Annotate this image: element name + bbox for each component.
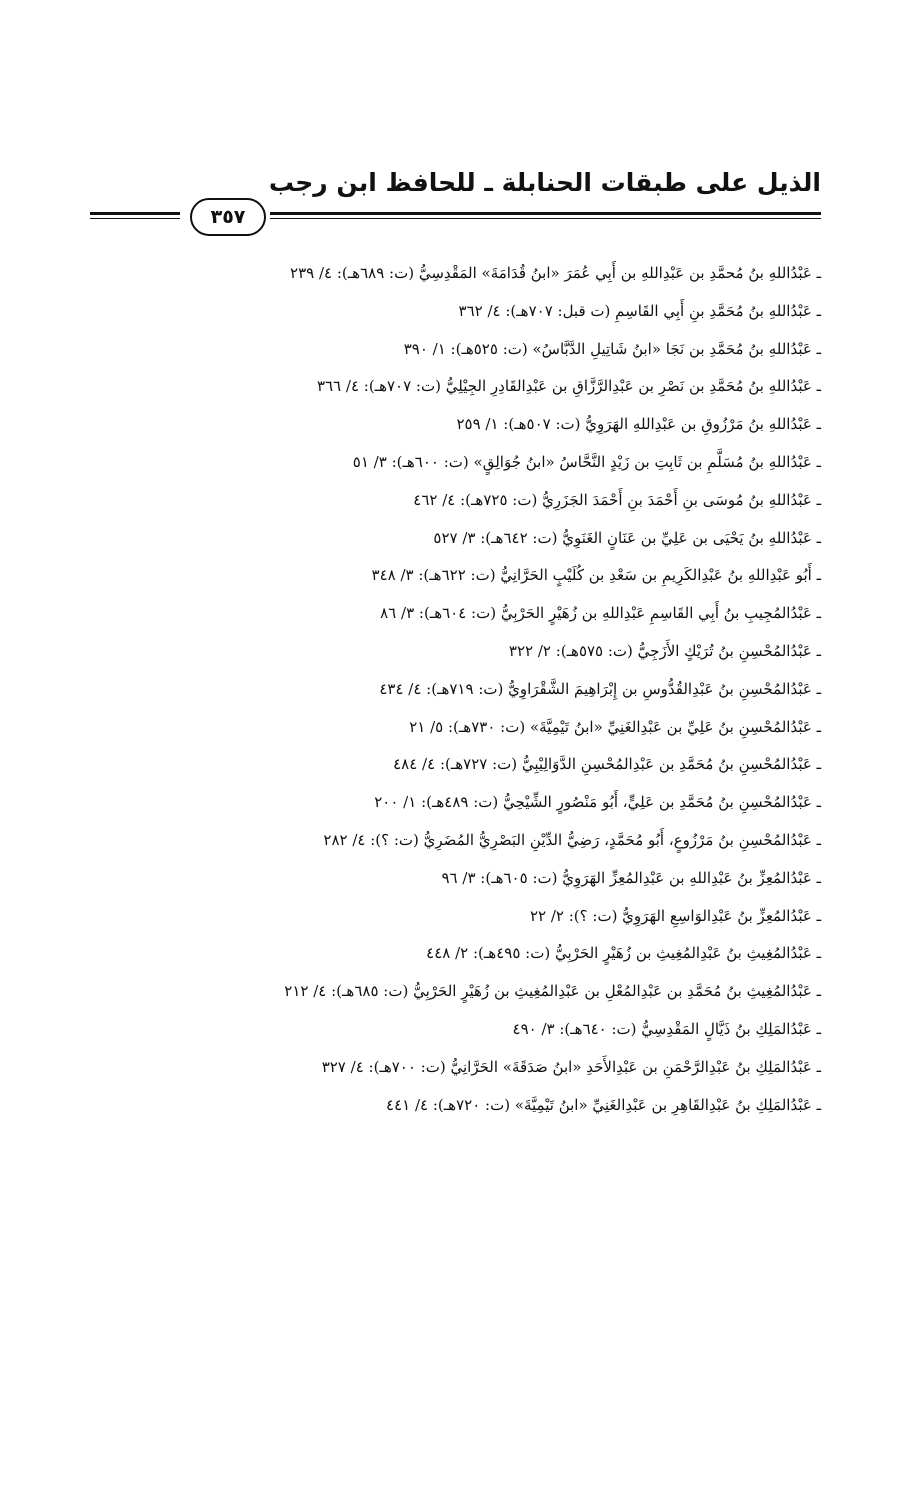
index-entry: ـ عَبْدُالمُغِيثِ بنُ عَبْدِالمُغِيثِ بن زُهَيْرٍ الحَرْبِيُّ (ت: ٤٩٥هـ): ٢/ ٤٤٨ (150, 935, 821, 973)
index-entry: ـ عَبْدُاللهِ بنُ مُحَمَّدِ بن نَجَا «ابنُ شَاتِيلِ الدَّبَّاسُ» (ت: ٥٢٥هـ): ١/ ٣٩٠ (150, 331, 821, 369)
page-header (90, 160, 821, 230)
index-entry: ـ عَبْدُاللهِ بنُ مُسَلَّمِ بن ثَابِتِ بن زَيْدٍ النَّحَّاسُ «ابنُ جُوَالِقٍ» (ت: ٦٠٠هـ): ٣/ ٥١ (150, 444, 821, 482)
index-entry: ـ أَبُو عَبْدِاللهِ بنُ عَبْدِالكَرِيمِ بن سَعْدِ بن كُلَيْبٍ الحَرَّانِيُّ (ت: ٦٢٢هـ): ٣/ ٣٤٨ (150, 557, 821, 595)
index-entry: ـ عَبْدُاللهِ بنُ مُحمَّدِ بن عَبْدِاللهِ بن أَبِي عُمَرَ «ابنُ قُدَامَةَ» المَقْدِسِيُّ (ت: ٦٨٩هـ): ٤/ ٢٣٩ (150, 255, 821, 293)
index-entry: ـ عَبْدُالمَلِكِ بنُ ذَيَّالٍ المَقْدِسِيُّ (ت: ٦٤٠هـ): ٣/ ٤٩٠ (150, 1011, 821, 1049)
index-entry: ـ عَبْدُاللهِ بنُ مُحَمَّدِ بن نَصْرِ بن عَبْدِالرَّزَّاقِ بن عَبْدِالقَادِرِ الجِيْلِيُّ (ت: ٧٠٧هـ): ٤/ ٣٦٦ (150, 368, 821, 406)
index-entry: ـ عَبْدُالمُحْسِنِ بنُ مَرْزُوعٍ، أَبُو مُحَمَّدٍ، رَضِيُّ الدِّيْنِ البَصْرِيُّ المُضَرِيُّ (ت: ؟): ٤/ ٢٨٢ (150, 822, 821, 860)
index-entry: ـ عَبْدُالمَلِكِ بنُ عَبْدِالقَاهِرِ بن عَبْدِالغَنِيِّ «ابنُ تَيْمِيَّةَ» (ت: ٧٢٠هـ): ٤/ ٤٤١ (150, 1087, 821, 1125)
index-entry: ـ عَبْدُاللهِ بنُ يَحْيَى بن عَلِيِّ بن عَنَانٍ الغَنَوِيُّ (ت: ٦٤٢هـ): ٣/ ٥٢٧ (150, 520, 821, 558)
index-entry: ـ عَبْدُالمُحْسِنِ بنُ عَلِيِّ بن عَبْدِالغَنِيِّ «ابنُ تَيْمِيَّةَ» (ت: ٧٣٠هـ): ٥/ ٢١ (150, 709, 821, 747)
index-entry: ـ عَبْدُالمُغِيثِ بنُ مُحَمَّدِ بن عَبْدِالمُعْلِ بن عَبْدِالمُغِيثِ بن زُهَيْرٍ الحَرْبِيُّ (ت: ٦٨٥هـ): ٤/ ٢١٢ (150, 973, 821, 1011)
index-entry: ـ عَبْدُالمُجِيبِ بنُ أَبِي القَاسِمِ عَبْدِاللهِ بن زُهَيْرٍ الحَرْبِيُّ (ت: ٦٠٤هـ): ٣/ ٨٦ (150, 595, 821, 633)
index-entry: ـ عَبْدُالمُحْسِنِ بنُ مُحَمَّدِ بن عَبْدِالمُحْسِنِ الدَّوَالِيْبِيُّ (ت: ٧٢٧هـ): ٤/ ٤٨٤ (150, 746, 821, 784)
index-entry: ـ عَبْدُالمُحْسِنِ بنُ مُحَمَّدِ بن عَلِيٍّ، أَبُو مَنْصُورٍ الشِّيْحِيُّ (ت: ٤٨٩هـ): ١/ ٢٠٠ (150, 784, 821, 822)
index-entry: ـ عَبْدُاللهِ بنُ مَرْزُوقِ بن عَبْدِاللهِ الهَرَوِيُّ (ت: ٥٠٧هـ): ١/ ٢٥٩ (150, 406, 821, 444)
index-entry: ـ عَبْدُالمُحْسِنِ بنُ عَبْدِالقُدُّوسِ بن إِبْرَاهِيمَ الشَّقْرَاوِيُّ (ت: ٧١٩هـ): ٤/ ٤٣٤ (150, 671, 821, 709)
index-entry: ـ عَبْدُالمُحْسِنِ بنُ تُرَيْكٍ الأَزَجِيُّ (ت: ٥٧٥هـ): ٢/ ٣٢٢ (150, 633, 821, 671)
header-rule-right (270, 212, 821, 215)
page-number: ٣٥٧ (190, 198, 266, 236)
index-entry: ـ عَبْدُالمَلِكِ بنُ عَبْدِالرَّحْمَنِ بن عَبْدِالأَحَدِ «ابنُ صَدَقَةَ» الحَرَّانِيُّ (ت: ٧٠٠هـ): ٤/ ٣٢٧ (150, 1049, 821, 1087)
index-entry: ـ عَبْدُاللهِ بنُ مُحَمَّدِ بنِ أَبِي القَاسِمِ (ت قبل: ٧٠٧هـ): ٤/ ٣٦٢ (150, 293, 821, 331)
index-entry: ـ عَبْدُاللهِ بنُ مُوسَى بنِ أَحْمَدَ بنِ أَحْمَدَ الجَزَرِيُّ (ت: ٧٢٥هـ): ٤/ ٤٦٢ (150, 482, 821, 520)
index-entries (150, 255, 821, 1124)
index-entry: ـ عَبْدُالمُعِزِّ بنُ عَبْدِاللهِ بن عَبْدِالمُعِزِّ الهَرَوِيُّ (ت: ٦٠٥هـ): ٣/ ٩٦ (150, 860, 821, 898)
header-rule-right-thin (270, 218, 821, 219)
header-rule (90, 202, 821, 230)
index-entry: ـ عَبْدُالمُعِزِّ بنُ عَبْدِالوَاسِعِ الهَرَوِيُّ (ت: ؟): ٢/ ٢٢ (150, 898, 821, 936)
book-title: الذيل على طبقات الحنابلة ـ للحافظ ابن رجب (268, 168, 821, 197)
header-rule-left-thin (90, 218, 180, 219)
header-rule-left (90, 212, 180, 215)
